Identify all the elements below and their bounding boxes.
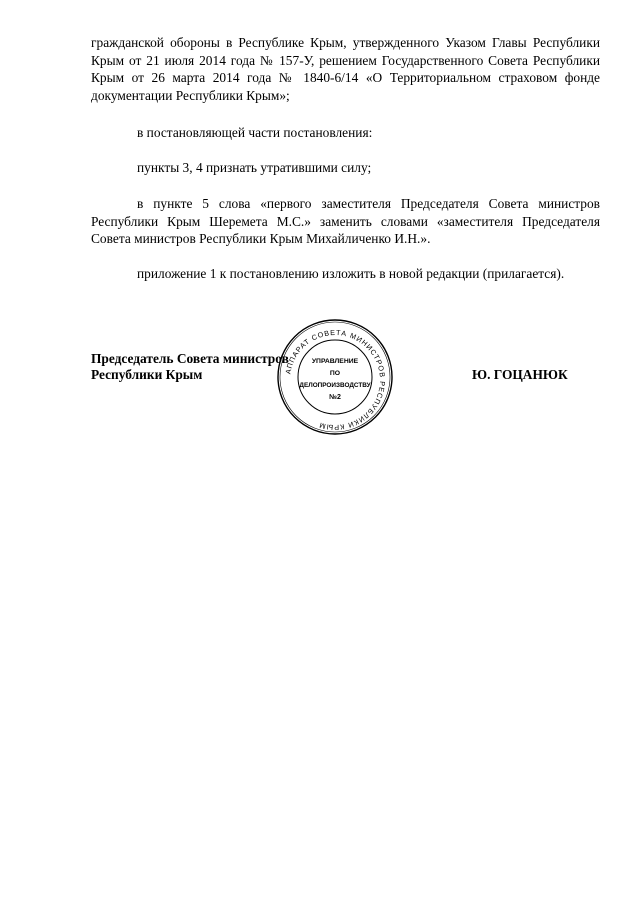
paragraph-text: гражданской обороны в Республике Крым, утвержденного Указом Главы Республики Крым от 21 июля 2014 года № 157-У, решением Государственного Совета Республики Крым от 26 марта 2014 года № 1840-6/14 «О Территориальном страховом фонде документации Республики Крым»; <box>91 35 600 103</box>
paragraph-appendix-1 <box>91 265 600 283</box>
stamp-center-line: №2 <box>329 394 341 401</box>
paragraph-operative-part <box>91 124 600 142</box>
paragraph-text: в пункте 5 слова «первого заместителя Председателя Совета министров Республики Крым Шеремета М.С.» заменить словами «заместителя Председателя Совета министров Республики Крым Михайличенко И.Н.». <box>91 196 600 246</box>
paragraph-text: в постановляющей части постановления: <box>137 125 373 140</box>
stamp-center-line: УПРАВЛЕНИЕ <box>311 358 359 365</box>
stamp-ring-text: АППАРАТ СОВЕТА МИНИСТРОВ РЕСПУБЛИКИ КРЫМ <box>283 327 388 433</box>
stamp-center-line: ДЕЛОПРОИЗВОДСТВУ <box>299 382 371 389</box>
paragraph-point-5-amendment <box>91 195 600 248</box>
signatory-title-line-1: Председатель Совета министров <box>91 351 289 366</box>
official-stamp <box>276 318 394 436</box>
signatory-name: Ю. ГОЦАНЮК <box>472 367 568 382</box>
paragraph-points-repealed <box>91 159 600 177</box>
stamp-graphic <box>276 318 394 436</box>
paragraph-legal-basis <box>91 34 600 104</box>
paragraph-text: пункты 3, 4 признать утратившими силу; <box>137 160 372 175</box>
paragraph-text: приложение 1 к постановлению изложить в новой редакции (прилагается). <box>137 266 565 281</box>
signatory-title-line-2: Республики Крым <box>91 367 203 382</box>
stamp-center-line: ПО <box>329 370 341 377</box>
